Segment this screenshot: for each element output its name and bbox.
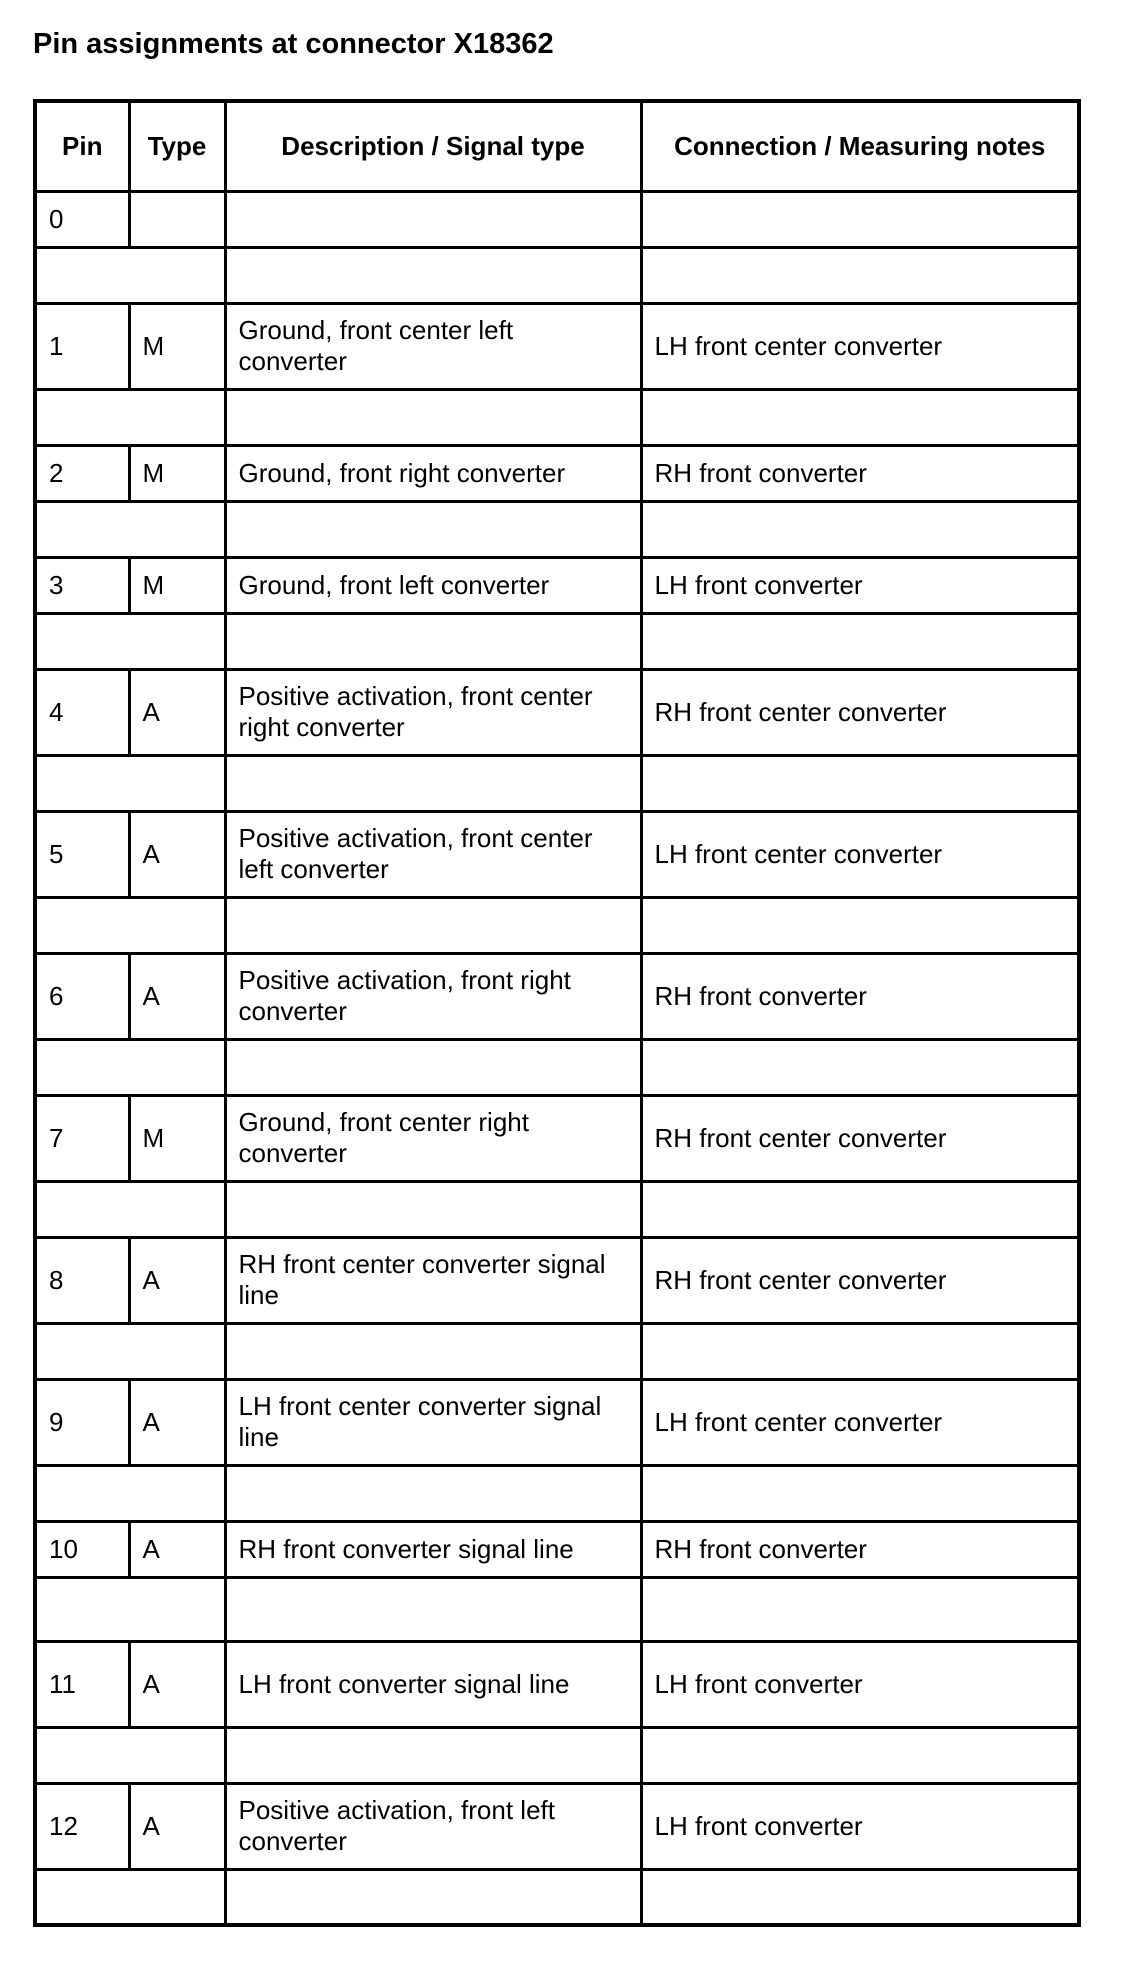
cell-description: Positive activation, front center right converter (225, 669, 641, 755)
table-spacer-row (35, 1465, 1079, 1521)
table-spacer-row (35, 1869, 1079, 1925)
cell-pin: 3 (35, 557, 129, 613)
table-row (35, 445, 1079, 501)
cell-pin: 7 (35, 1095, 129, 1181)
table-row (35, 1521, 1079, 1577)
spacer-cell (35, 1181, 225, 1237)
table-spacer-row (35, 1577, 1079, 1641)
cell-connection: RH front converter (641, 953, 1079, 1039)
cell-description: Ground, front center left converter (225, 303, 641, 389)
cell-type: A (129, 1641, 225, 1727)
spacer-cell (225, 1869, 641, 1925)
cell-description: RH front center converter signal line (225, 1237, 641, 1323)
spacer-cell (225, 1323, 641, 1379)
cell-type: A (129, 953, 225, 1039)
spacer-cell (35, 1577, 225, 1641)
cell-connection: RH front center converter (641, 1095, 1079, 1181)
table-row (35, 557, 1079, 613)
spacer-cell (35, 501, 225, 557)
spacer-cell (225, 1577, 641, 1641)
cell-description: LH front center converter signal line (225, 1379, 641, 1465)
spacer-cell (225, 247, 641, 303)
table-row (35, 1379, 1079, 1465)
cell-connection: LH front center converter (641, 811, 1079, 897)
cell-connection: RH front center converter (641, 669, 1079, 755)
spacer-cell (641, 389, 1079, 445)
cell-pin: 0 (35, 191, 129, 247)
cell-connection: LH front converter (641, 557, 1079, 613)
spacer-cell (225, 897, 641, 953)
cell-description: Ground, front right converter (225, 445, 641, 501)
cell-pin: 6 (35, 953, 129, 1039)
header-connection: Connection / Measuring notes (641, 101, 1079, 191)
spacer-cell (641, 1727, 1079, 1783)
cell-pin: 1 (35, 303, 129, 389)
table-row (35, 953, 1079, 1039)
table-spacer-row (35, 501, 1079, 557)
cell-type: M (129, 1095, 225, 1181)
cell-type: A (129, 811, 225, 897)
cell-pin: 8 (35, 1237, 129, 1323)
cell-description: Ground, front left converter (225, 557, 641, 613)
cell-type: A (129, 669, 225, 755)
spacer-cell (641, 247, 1079, 303)
spacer-cell (225, 1727, 641, 1783)
cell-type: A (129, 1783, 225, 1869)
spacer-cell (35, 247, 225, 303)
spacer-cell (35, 389, 225, 445)
table-spacer-row (35, 897, 1079, 953)
spacer-cell (225, 389, 641, 445)
spacer-cell (641, 1039, 1079, 1095)
table-spacer-row (35, 1039, 1079, 1095)
cell-pin: 9 (35, 1379, 129, 1465)
pin-assignment-table (33, 99, 1081, 1927)
table-body (35, 191, 1079, 1925)
cell-pin: 4 (35, 669, 129, 755)
spacer-cell (35, 1869, 225, 1925)
cell-description: Positive activation, front center left converter (225, 811, 641, 897)
spacer-cell (225, 1039, 641, 1095)
cell-description: LH front converter signal line (225, 1641, 641, 1727)
cell-type: M (129, 303, 225, 389)
cell-pin: 11 (35, 1641, 129, 1727)
spacer-cell (225, 1181, 641, 1237)
cell-type (129, 191, 225, 247)
spacer-cell (641, 1181, 1079, 1237)
spacer-cell (35, 1465, 225, 1521)
cell-pin: 12 (35, 1783, 129, 1869)
spacer-cell (35, 897, 225, 953)
spacer-cell (225, 1465, 641, 1521)
table-spacer-row (35, 1323, 1079, 1379)
spacer-cell (641, 897, 1079, 953)
spacer-cell (35, 613, 225, 669)
spacer-cell (641, 1869, 1079, 1925)
cell-description: Positive activation, front left converter (225, 1783, 641, 1869)
table-spacer-row (35, 1727, 1079, 1783)
cell-description: RH front converter signal line (225, 1521, 641, 1577)
cell-pin: 10 (35, 1521, 129, 1577)
header-type: Type (129, 101, 225, 191)
cell-connection: LH front center converter (641, 1379, 1079, 1465)
table-row (35, 669, 1079, 755)
table-spacer-row (35, 755, 1079, 811)
spacer-cell (641, 755, 1079, 811)
table-row (35, 811, 1079, 897)
table-row (35, 1095, 1079, 1181)
cell-pin: 2 (35, 445, 129, 501)
table-row (35, 1237, 1079, 1323)
table-spacer-row (35, 247, 1079, 303)
table-spacer-row (35, 1181, 1079, 1237)
spacer-cell (225, 501, 641, 557)
table-row (35, 303, 1079, 389)
cell-type: M (129, 445, 225, 501)
cell-connection: RH front center converter (641, 1237, 1079, 1323)
cell-pin: 5 (35, 811, 129, 897)
cell-connection: RH front converter (641, 1521, 1079, 1577)
table-row (35, 191, 1079, 247)
cell-connection: LH front center converter (641, 303, 1079, 389)
spacer-cell (641, 1323, 1079, 1379)
table-header-row (35, 101, 1079, 191)
cell-type: A (129, 1237, 225, 1323)
cell-description: Ground, front center right converter (225, 1095, 641, 1181)
header-description: Description / Signal type (225, 101, 641, 191)
table-row (35, 1783, 1079, 1869)
spacer-cell (35, 1323, 225, 1379)
spacer-cell (641, 1465, 1079, 1521)
table-spacer-row (35, 613, 1079, 669)
cell-description (225, 191, 641, 247)
cell-connection: LH front converter (641, 1641, 1079, 1727)
page-title: Pin assignments at connector X18362 (33, 28, 554, 60)
cell-type: A (129, 1521, 225, 1577)
spacer-cell (35, 1727, 225, 1783)
spacer-cell (35, 755, 225, 811)
spacer-cell (225, 613, 641, 669)
cell-connection (641, 191, 1079, 247)
table-row (35, 1641, 1079, 1727)
cell-connection: LH front converter (641, 1783, 1079, 1869)
cell-type: A (129, 1379, 225, 1465)
cell-connection: RH front converter (641, 445, 1079, 501)
table-spacer-row (35, 389, 1079, 445)
spacer-cell (225, 755, 641, 811)
cell-type: M (129, 557, 225, 613)
spacer-cell (641, 501, 1079, 557)
cell-description: Positive activation, front right converter (225, 953, 641, 1039)
spacer-cell (641, 1577, 1079, 1641)
header-pin: Pin (35, 101, 129, 191)
spacer-cell (35, 1039, 225, 1095)
spacer-cell (641, 613, 1079, 669)
